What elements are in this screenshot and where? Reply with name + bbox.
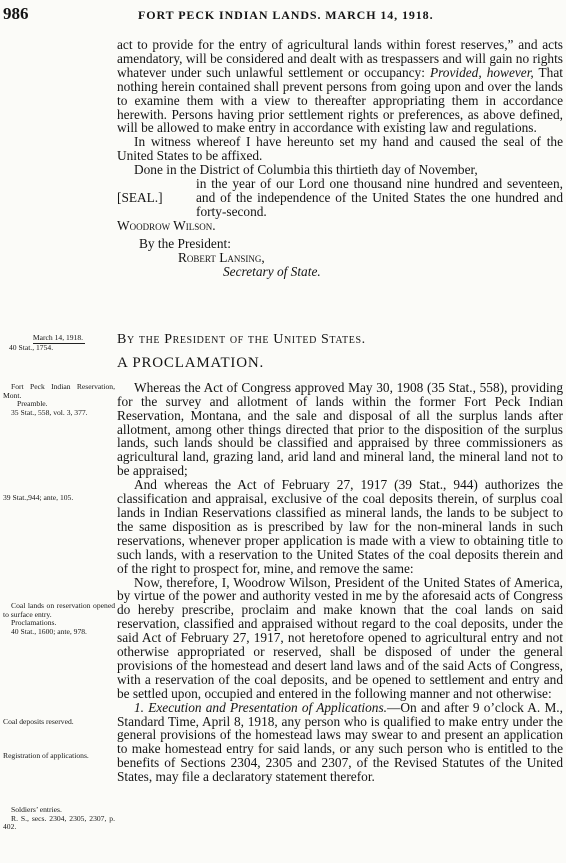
proclamation-title: A PROCLAMATION.: [117, 354, 265, 371]
margin-date: March 14, 1918.: [32, 333, 84, 342]
running-title: FORT PECK INDIAN LANDS. MARCH 14, 1918.: [138, 8, 434, 22]
margin-note-soldiers: Soldiers’ entries. R. S., secs. 2304, 2305, 2307, p. 402.: [3, 805, 115, 832]
witness-paragraph: In witness whereof I have hereunto set my hand and caused the seal of the United States to be affixed.: [117, 134, 563, 164]
whereas-paragraph-1: Whereas the Act of Congress approved May 30, 1908 (35 Stat., 558), providing for the survey and allotment of lands within the former Fort Peck Indian Reservation, Montana, and the sale and disposal of all the surplus lands after allotment, among other things directed that prior to the disposition of the surplus lands, such lands should be classified and appraised by three commissioners as agricultural land, grazing land, arid land and mineral land, the mineral land not to be appraised;: [117, 379, 563, 479]
margin-note-coal-deposits: Coal deposits reserved.: [3, 717, 74, 726]
by-the-president-heading: By the President of the United States.: [117, 332, 366, 347]
seal-marker: [SEAL.]: [117, 189, 163, 205]
page-header: [0, 4, 566, 26]
provided-phrase: Provided, however,: [429, 64, 534, 80]
done-line: Done in the District of Columbia this thirtieth day of November,: [134, 162, 478, 178]
margin-date-cite: 40 Stat., 1754.: [9, 342, 54, 352]
item-1-paragraph: 1. Execution and Presentation of Applications.—On and after 9 o’clock A. M., Standard Time, April 8, 1918, any person who is qualified to make entry under the general provisions of the homestead laws may swear to and present an application to make homestead entry for said lands, or any such person who is entitled to the benefits of Sections 2304, 2305 and 2307, of the Revised Statutes of the United States, may file a declaratory statement therefor.: [117, 699, 563, 785]
secretary-name: Robert Lansing,: [178, 249, 265, 265]
margin-note-39-stat: 39 Stat.,944; ante, 105.: [3, 493, 74, 502]
done-continuation: in the year of our Lord one thousand nine hundred and seventeen, and of the independence of the United States the one hundred and forty-second.: [196, 176, 563, 219]
done-block: [117, 177, 563, 219]
by-president-line: By the President:: [139, 235, 231, 251]
page-number: 986: [3, 4, 29, 23]
signature: Woodrow Wilson.: [117, 217, 216, 233]
proclamation-section: [117, 333, 563, 784]
margin-date-note: [3, 334, 115, 352]
margin-note-coal-lands: Coal lands on reservation opened to surface entry. Proclamations. 40 Stat., 1600; ante, 978.: [3, 601, 115, 636]
item-1-label: 1. Execution and Presentation of Applications.: [134, 699, 387, 715]
continuation-paragraph: act to provide for the entry of agricultural lands within forest reserves,” and acts amendatory, will be considered and dealt with as trespassers and will gain no rights whatever under such unlawful settlement or occupancy: Provided, however, That nothing herein contained shall prevent persons from going upon and over the lands to examine them with a view to thereafter appropriating them in accordance herewith. Persons having prior settlement rights or preferences, as above defined, will be allowed to make entry in accordance with existing law and regulations.: [117, 37, 563, 136]
margin-note-registration: Registration of applications.: [3, 751, 89, 760]
whereas-paragraph-2: And whereas the Act of February 27, 1917 (39 Stat., 944) authorizes the classification and appraisal, exclusive of the coal deposits therein, of surplus coal lands in Indian Reservations classified as mineral lands, the lands to be subject to the same disposition as is prescribed by law for the non-mineral lands in such reservations, whenever proper application is made with a view to obtaining title to such lands, with a reservation to the United States of the coal deposits therein and of the right to prospect for, mine, and remove the same:: [117, 477, 563, 576]
margin-note-fort-peck: Fort Peck Indian Reservation, Mont. Preamble. 35 Stat., 558, vol. 3, 377.: [3, 382, 115, 417]
now-therefore-paragraph: Now, therefore, I, Woodrow Wilson, President of the United States of America, by virtue of the power and authority vested in me by the aforesaid acts of Congress do hereby prescribe, proclaim and make known that the coal lands on said reservation, classified and appraised without regard to the coal deposits, under the said Act of February 27, 1917, not heretofore opened to agricultural entry and not otherwise appropriated or reserved, shall be disposed of under the general provisions of the homestead and desert land laws and of the said Acts of Congress, with a reservation of the coal deposits, and be opened to settlement and entry and be settled upon, occupied and entered in the following manner and not otherwise:: [117, 574, 563, 701]
top-section: [117, 38, 563, 278]
secretary-title: Secretary of State.: [223, 263, 321, 279]
